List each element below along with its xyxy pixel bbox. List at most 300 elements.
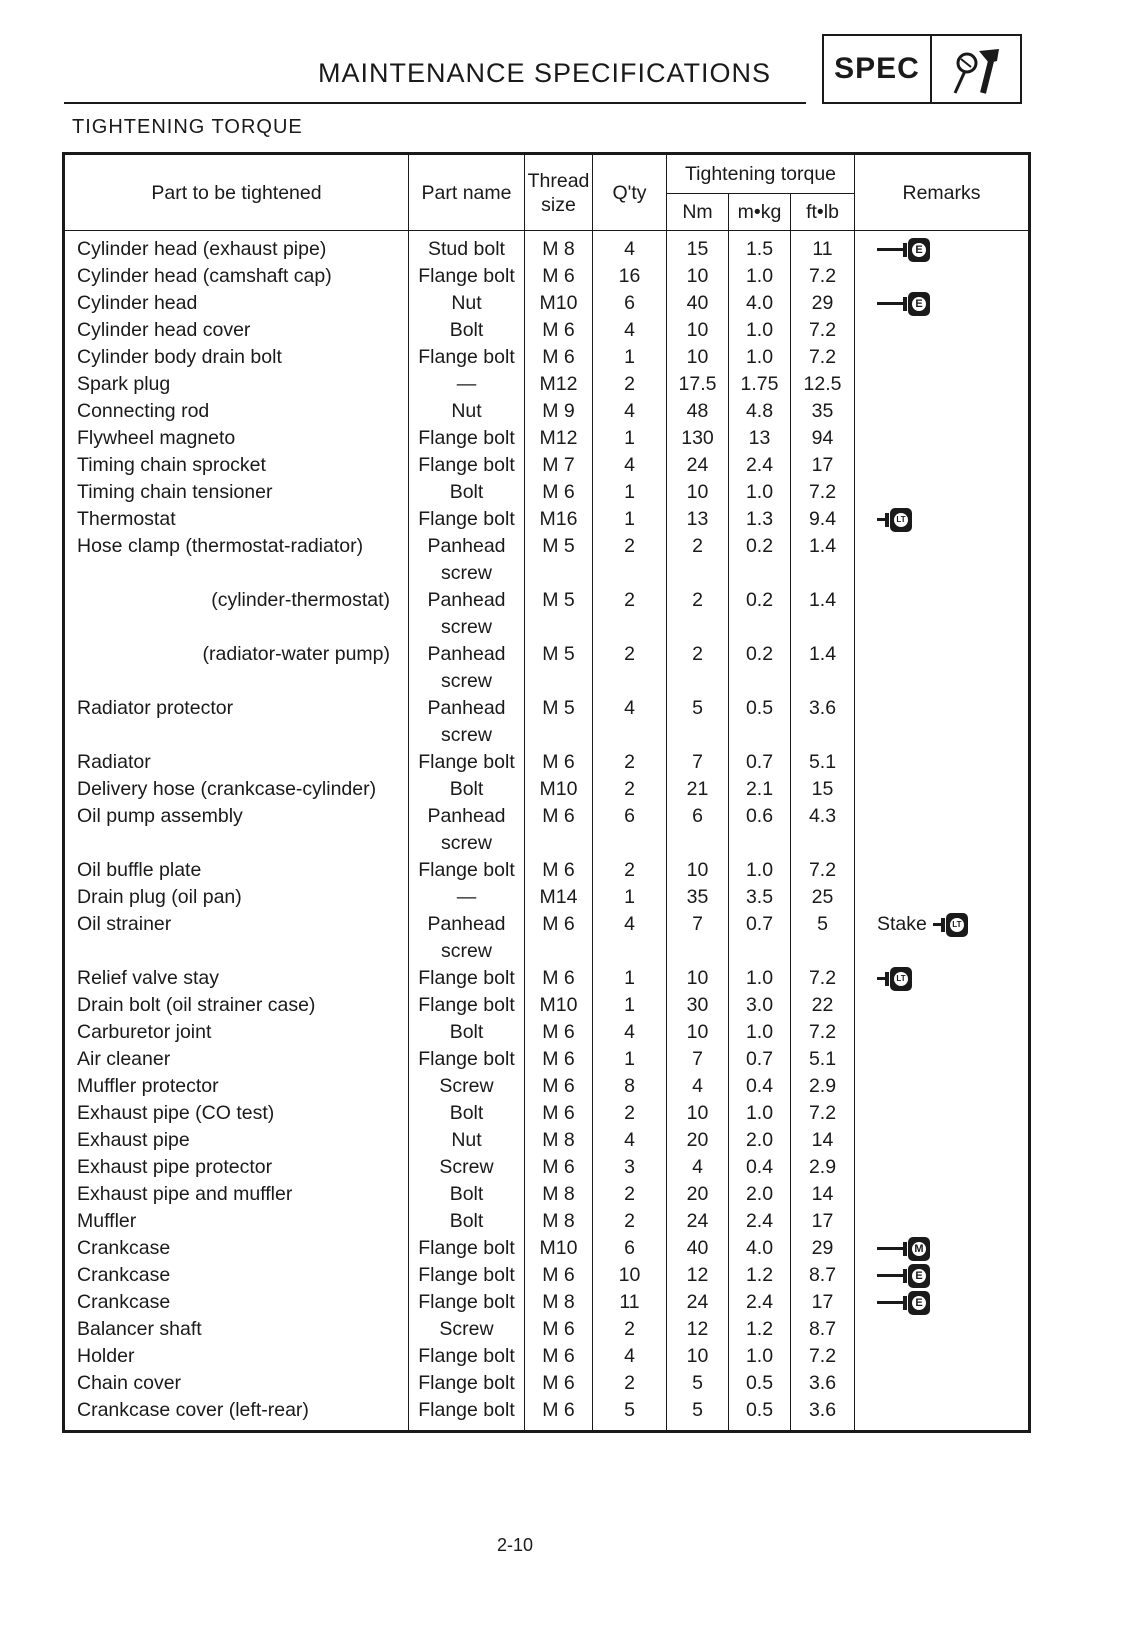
- part-name-cell: Nut: [409, 398, 525, 425]
- thread-size-cell: M 6: [525, 965, 593, 992]
- part-cell: [64, 668, 409, 695]
- torque-ftlb-cell: 25: [791, 884, 855, 911]
- remarks-cell: [855, 992, 1030, 1019]
- col-header-tightening-torque: Tightening torque: [667, 154, 855, 194]
- torque-nm-cell: 20: [667, 1181, 729, 1208]
- part-name-cell: Flange bolt: [409, 1370, 525, 1397]
- thread-size-cell: M 6: [525, 1073, 593, 1100]
- part-cell: (radiator-water pump): [64, 641, 409, 668]
- remarks-cell: [855, 776, 1030, 803]
- remarks-cell: [855, 1019, 1030, 1046]
- remarks-cell: [855, 749, 1030, 776]
- torque-mkg-cell: 1.2: [729, 1316, 791, 1343]
- qty-cell: 1: [593, 344, 667, 371]
- table-row: [64, 1397, 1030, 1432]
- part-cell: Balancer shaft: [64, 1316, 409, 1343]
- part-cell: Cylinder head (camshaft cap): [64, 263, 409, 290]
- remarks-cell: [855, 614, 1030, 641]
- part-cell: Spark plug: [64, 371, 409, 398]
- thread-size-cell: [525, 722, 593, 749]
- thread-size-cell: M 6: [525, 344, 593, 371]
- table-row: [64, 1154, 1030, 1181]
- torque-nm-cell: 10: [667, 344, 729, 371]
- remarks-cell: [855, 1127, 1030, 1154]
- remarks-cell: [855, 965, 1030, 992]
- torque-mkg-cell: [729, 560, 791, 587]
- torque-ftlb-cell: 1.4: [791, 533, 855, 560]
- part-cell: Radiator: [64, 749, 409, 776]
- remark-icon-letter: LT: [894, 513, 908, 527]
- torque-nm-cell: 24: [667, 452, 729, 479]
- qty-cell: 6: [593, 290, 667, 317]
- part-cell: Drain plug (oil pan): [64, 884, 409, 911]
- table-row: [64, 587, 1030, 614]
- remark-text: Stake: [877, 913, 927, 935]
- torque-nm-cell: 10: [667, 317, 729, 344]
- col-header-part: Part to be tightened: [64, 154, 409, 231]
- part-name-cell: —: [409, 371, 525, 398]
- part-name-cell: Panhead: [409, 641, 525, 668]
- qty-cell: 1: [593, 884, 667, 911]
- table-row: [64, 641, 1030, 668]
- part-name-cell: Bolt: [409, 1100, 525, 1127]
- torque-mkg-cell: 0.5: [729, 1370, 791, 1397]
- thread-size-cell: M 6: [525, 1370, 593, 1397]
- part-cell: [64, 614, 409, 641]
- engine-oil-icon: [877, 1291, 930, 1315]
- torque-mkg-cell: 13: [729, 425, 791, 452]
- torque-ftlb-cell: 7.2: [791, 857, 855, 884]
- part-name-cell: Panhead: [409, 533, 525, 560]
- table-row: [64, 749, 1030, 776]
- qty-cell: 1: [593, 965, 667, 992]
- part-cell: Connecting rod: [64, 398, 409, 425]
- thread-size-cell: M 6: [525, 317, 593, 344]
- remarks-cell: [855, 1262, 1030, 1289]
- thread-size-cell: M12: [525, 371, 593, 398]
- torque-mkg-cell: 3.5: [729, 884, 791, 911]
- torque-mkg-cell: 0.6: [729, 803, 791, 830]
- torque-ftlb-cell: 3.6: [791, 1370, 855, 1397]
- qty-cell: 1: [593, 425, 667, 452]
- qty-cell: 4: [593, 911, 667, 938]
- torque-nm-cell: 5: [667, 695, 729, 722]
- table-row: [64, 965, 1030, 992]
- torque-nm-cell: 7: [667, 911, 729, 938]
- table-row: [64, 1343, 1030, 1370]
- torque-ftlb-cell: 1.4: [791, 641, 855, 668]
- part-name-cell: —: [409, 884, 525, 911]
- torque-table-body: [64, 231, 1030, 1432]
- qty-cell: 2: [593, 1181, 667, 1208]
- part-cell: Flywheel magneto: [64, 425, 409, 452]
- table-row: [64, 695, 1030, 722]
- thread-size-cell: M 7: [525, 452, 593, 479]
- table-row: [64, 1073, 1030, 1100]
- part-name-cell: Flange bolt: [409, 1046, 525, 1073]
- part-name-cell: Screw: [409, 1073, 525, 1100]
- thread-size-cell: M 6: [525, 1262, 593, 1289]
- table-row: [64, 830, 1030, 857]
- torque-ftlb-cell: 29: [791, 1235, 855, 1262]
- remarks-cell: [855, 1343, 1030, 1370]
- qty-cell: 2: [593, 749, 667, 776]
- remarks-cell: [855, 641, 1030, 668]
- thread-size-cell: M 6: [525, 911, 593, 938]
- torque-ftlb-cell: 8.7: [791, 1316, 855, 1343]
- torque-nm-cell: 21: [667, 776, 729, 803]
- part-name-cell: Flange bolt: [409, 965, 525, 992]
- thread-size-cell: M 6: [525, 1343, 593, 1370]
- torque-mkg-cell: 4.8: [729, 398, 791, 425]
- torque-nm-cell: [667, 830, 729, 857]
- remarks-cell: [855, 1181, 1030, 1208]
- torque-mkg-cell: 0.2: [729, 641, 791, 668]
- part-name-cell: Flange bolt: [409, 263, 525, 290]
- part-name-cell: Flange bolt: [409, 506, 525, 533]
- torque-nm-cell: 10: [667, 1019, 729, 1046]
- part-name-cell: Stud bolt: [409, 231, 525, 264]
- thread-size-cell: M 8: [525, 1208, 593, 1235]
- thread-size-cell: M 6: [525, 263, 593, 290]
- remarks-cell: [855, 1046, 1030, 1073]
- torque-nm-cell: 5: [667, 1397, 729, 1432]
- part-cell: Cylinder head: [64, 290, 409, 317]
- torque-mkg-cell: 1.0: [729, 1019, 791, 1046]
- qty-cell: 4: [593, 695, 667, 722]
- thread-size-cell: M 5: [525, 695, 593, 722]
- torque-ftlb-cell: 35: [791, 398, 855, 425]
- qty-cell: 6: [593, 1235, 667, 1262]
- table-row: [64, 231, 1030, 264]
- torque-mkg-cell: [729, 614, 791, 641]
- torque-nm-cell: 7: [667, 1046, 729, 1073]
- torque-nm-cell: 4: [667, 1073, 729, 1100]
- table-row: [64, 560, 1030, 587]
- torque-mkg-cell: [729, 722, 791, 749]
- table-row: [64, 1316, 1030, 1343]
- part-name-cell: Flange bolt: [409, 749, 525, 776]
- part-name-cell: Flange bolt: [409, 425, 525, 452]
- torque-ftlb-cell: 14: [791, 1127, 855, 1154]
- torque-nm-cell: 10: [667, 479, 729, 506]
- qty-cell: [593, 830, 667, 857]
- torque-mkg-cell: 1.75: [729, 371, 791, 398]
- part-cell: Delivery hose (crankcase-cylinder): [64, 776, 409, 803]
- torque-nm-cell: 12: [667, 1262, 729, 1289]
- torque-mkg-cell: 1.0: [729, 1100, 791, 1127]
- qty-cell: 2: [593, 1100, 667, 1127]
- part-name-cell: Flange bolt: [409, 857, 525, 884]
- part-name-cell: Panhead: [409, 911, 525, 938]
- torque-mkg-cell: 2.0: [729, 1181, 791, 1208]
- torque-nm-cell: 10: [667, 857, 729, 884]
- torque-mkg-cell: 2.4: [729, 1289, 791, 1316]
- part-name-cell: Flange bolt: [409, 452, 525, 479]
- part-name-cell: Flange bolt: [409, 1262, 525, 1289]
- page-title: MAINTENANCE SPECIFICATIONS: [318, 58, 772, 88]
- table-row: [64, 1208, 1030, 1235]
- table-row: [64, 1100, 1030, 1127]
- thread-size-cell: M10: [525, 290, 593, 317]
- spec-badge-label: SPEC: [824, 36, 932, 102]
- torque-ftlb-cell: 2.9: [791, 1073, 855, 1100]
- table-row: [64, 776, 1030, 803]
- part-name-cell: Bolt: [409, 776, 525, 803]
- table-row: [64, 884, 1030, 911]
- torque-ftlb-cell: 17: [791, 452, 855, 479]
- part-cell: Relief valve stay: [64, 965, 409, 992]
- remarks-cell: [855, 425, 1030, 452]
- torque-nm-cell: 10: [667, 263, 729, 290]
- qty-cell: 1: [593, 1046, 667, 1073]
- remarks-cell: [855, 398, 1030, 425]
- locking-agent-icon: [933, 913, 968, 937]
- remarks-cell: [855, 884, 1030, 911]
- thread-size-cell: M 8: [525, 231, 593, 264]
- torque-ftlb-cell: 7.2: [791, 1343, 855, 1370]
- torque-ftlb-cell: [791, 830, 855, 857]
- part-name-cell: Panhead: [409, 803, 525, 830]
- torque-ftlb-cell: 5: [791, 911, 855, 938]
- remarks-cell: [855, 1208, 1030, 1235]
- qty-cell: 2: [593, 641, 667, 668]
- torque-nm-cell: 15: [667, 231, 729, 264]
- part-cell: Hose clamp (thermostat-radiator): [64, 533, 409, 560]
- part-name-cell: Nut: [409, 290, 525, 317]
- thread-size-cell: M 6: [525, 479, 593, 506]
- torque-nm-cell: 20: [667, 1127, 729, 1154]
- torque-mkg-cell: 0.4: [729, 1154, 791, 1181]
- part-name-cell: screw: [409, 668, 525, 695]
- torque-mkg-cell: 2.4: [729, 452, 791, 479]
- remarks-cell: [855, 722, 1030, 749]
- torque-mkg-cell: 1.0: [729, 479, 791, 506]
- part-name-cell: Bolt: [409, 1019, 525, 1046]
- torque-ftlb-cell: 29: [791, 290, 855, 317]
- torque-ftlb-cell: 14: [791, 1181, 855, 1208]
- qty-cell: 6: [593, 803, 667, 830]
- locking-agent-icon: [877, 967, 912, 991]
- remarks-cell: [855, 911, 1030, 938]
- qty-cell: 2: [593, 1208, 667, 1235]
- part-name-cell: screw: [409, 560, 525, 587]
- thread-size-cell: M14: [525, 884, 593, 911]
- thread-size-cell: M 6: [525, 803, 593, 830]
- part-name-cell: Bolt: [409, 317, 525, 344]
- part-name-cell: screw: [409, 938, 525, 965]
- torque-ftlb-cell: [791, 938, 855, 965]
- qty-cell: 11: [593, 1289, 667, 1316]
- remark-icon-letter: LT: [950, 918, 964, 932]
- col-header-part-name: Part name: [409, 154, 525, 231]
- qty-cell: [593, 722, 667, 749]
- remarks-cell: [855, 506, 1030, 533]
- thread-size-cell: [525, 614, 593, 641]
- torque-ftlb-cell: 5.1: [791, 749, 855, 776]
- engine-oil-icon: [877, 1264, 930, 1288]
- thread-size-cell: M 6: [525, 1316, 593, 1343]
- table-row: [64, 1289, 1030, 1316]
- part-cell: Air cleaner: [64, 1046, 409, 1073]
- table-row: [64, 1181, 1030, 1208]
- table-row: [64, 614, 1030, 641]
- torque-ftlb-cell: 7.2: [791, 1019, 855, 1046]
- part-name-cell: Flange bolt: [409, 1289, 525, 1316]
- torque-ftlb-cell: 4.3: [791, 803, 855, 830]
- qty-cell: [593, 560, 667, 587]
- table-row: [64, 290, 1030, 317]
- remark-icon-letter: E: [912, 243, 926, 257]
- torque-ftlb-cell: 3.6: [791, 1397, 855, 1432]
- torque-nm-cell: 2: [667, 641, 729, 668]
- torque-mkg-cell: 4.0: [729, 1235, 791, 1262]
- part-name-cell: Screw: [409, 1316, 525, 1343]
- torque-nm-cell: 7: [667, 749, 729, 776]
- part-cell: Chain cover: [64, 1370, 409, 1397]
- thread-size-cell: M 8: [525, 1127, 593, 1154]
- col-header-nm: Nm: [667, 194, 729, 231]
- qty-cell: 16: [593, 263, 667, 290]
- part-name-cell: Flange bolt: [409, 992, 525, 1019]
- locking-agent-icon: [877, 508, 912, 532]
- remarks-cell: [855, 803, 1030, 830]
- remarks-cell: [855, 587, 1030, 614]
- torque-nm-cell: 30: [667, 992, 729, 1019]
- remarks-cell: [855, 371, 1030, 398]
- table-row: [64, 668, 1030, 695]
- remarks-cell: [855, 1154, 1030, 1181]
- torque-mkg-cell: 1.5: [729, 231, 791, 264]
- torque-mkg-cell: 2.0: [729, 1127, 791, 1154]
- torque-mkg-cell: 2.1: [729, 776, 791, 803]
- part-cell: [64, 722, 409, 749]
- torque-mkg-cell: 4.0: [729, 290, 791, 317]
- remarks-cell: [855, 938, 1030, 965]
- table-row: [64, 1046, 1030, 1073]
- remarks-cell: [855, 668, 1030, 695]
- qty-cell: 2: [593, 776, 667, 803]
- part-cell: Cylinder head cover: [64, 317, 409, 344]
- part-cell: Crankcase cover (left-rear): [64, 1397, 409, 1432]
- thread-size-cell: M 6: [525, 1046, 593, 1073]
- part-cell: Crankcase: [64, 1262, 409, 1289]
- torque-mkg-cell: 0.7: [729, 1046, 791, 1073]
- table-row: [64, 1370, 1030, 1397]
- torque-nm-cell: 5: [667, 1370, 729, 1397]
- part-name-cell: screw: [409, 722, 525, 749]
- part-cell: Thermostat: [64, 506, 409, 533]
- part-cell: Radiator protector: [64, 695, 409, 722]
- part-name-cell: Flange bolt: [409, 1235, 525, 1262]
- torque-mkg-cell: 1.2: [729, 1262, 791, 1289]
- thread-size-cell: M 6: [525, 1397, 593, 1432]
- qty-cell: 5: [593, 1397, 667, 1432]
- part-name-cell: screw: [409, 830, 525, 857]
- remarks-cell: [855, 1100, 1030, 1127]
- thread-size-cell: M 6: [525, 749, 593, 776]
- thread-size-cell: [525, 830, 593, 857]
- torque-mkg-cell: 0.7: [729, 911, 791, 938]
- torque-ftlb-cell: 2.9: [791, 1154, 855, 1181]
- torque-nm-cell: [667, 668, 729, 695]
- torque-mkg-cell: [729, 938, 791, 965]
- table-row: [64, 479, 1030, 506]
- qty-cell: 2: [593, 857, 667, 884]
- qty-cell: 2: [593, 587, 667, 614]
- torque-ftlb-cell: 94: [791, 425, 855, 452]
- torque-mkg-cell: [729, 668, 791, 695]
- section-title: TIGHTENING TORQUE: [72, 116, 303, 138]
- part-cell: [64, 938, 409, 965]
- torque-ftlb-cell: [791, 614, 855, 641]
- thread-size-cell: [525, 668, 593, 695]
- remarks-cell: [855, 857, 1030, 884]
- page-number: 2-10: [497, 1535, 534, 1555]
- table-row: [64, 263, 1030, 290]
- torque-mkg-cell: 0.2: [729, 533, 791, 560]
- part-cell: Oil buffle plate: [64, 857, 409, 884]
- torque-nm-cell: 130: [667, 425, 729, 452]
- remarks-cell: [855, 695, 1030, 722]
- torque-nm-cell: 35: [667, 884, 729, 911]
- part-name-cell: Panhead: [409, 695, 525, 722]
- table-row: [64, 1127, 1030, 1154]
- remarks-cell: [855, 317, 1030, 344]
- qty-cell: 4: [593, 1019, 667, 1046]
- thread-size-cell: M 5: [525, 587, 593, 614]
- part-name-cell: Screw: [409, 1154, 525, 1181]
- part-name-cell: Bolt: [409, 479, 525, 506]
- table-row: [64, 317, 1030, 344]
- remark-icon-letter: E: [912, 297, 926, 311]
- torque-nm-cell: [667, 560, 729, 587]
- part-cell: Cylinder head (exhaust pipe): [64, 231, 409, 264]
- table-row: [64, 1019, 1030, 1046]
- table-row: [64, 857, 1030, 884]
- torque-mkg-cell: 0.2: [729, 587, 791, 614]
- torque-nm-cell: 6: [667, 803, 729, 830]
- part-name-cell: Flange bolt: [409, 344, 525, 371]
- remarks-cell: [855, 479, 1030, 506]
- engine-oil-icon: [877, 292, 930, 316]
- torque-ftlb-cell: 7.2: [791, 965, 855, 992]
- torque-mkg-cell: 0.4: [729, 1073, 791, 1100]
- part-cell: Cylinder body drain bolt: [64, 344, 409, 371]
- torque-nm-cell: 17.5: [667, 371, 729, 398]
- table-row: [64, 992, 1030, 1019]
- torque-nm-cell: [667, 722, 729, 749]
- part-cell: Exhaust pipe: [64, 1127, 409, 1154]
- thread-size-cell: [525, 938, 593, 965]
- engine-oil-icon: [877, 238, 930, 262]
- torque-mkg-cell: 1.3: [729, 506, 791, 533]
- table-row: [64, 1262, 1030, 1289]
- part-cell: Muffler protector: [64, 1073, 409, 1100]
- part-name-cell: Panhead: [409, 587, 525, 614]
- table-row: [64, 398, 1030, 425]
- part-cell: Drain bolt (oil strainer case): [64, 992, 409, 1019]
- thread-size-cell: M 6: [525, 1100, 593, 1127]
- remarks-cell: [855, 290, 1030, 317]
- table-row: [64, 533, 1030, 560]
- table-row: [64, 452, 1030, 479]
- remarks-cell: [855, 1370, 1030, 1397]
- torque-nm-cell: 48: [667, 398, 729, 425]
- torque-ftlb-cell: 7.2: [791, 1100, 855, 1127]
- qty-cell: 8: [593, 1073, 667, 1100]
- table-row: [64, 722, 1030, 749]
